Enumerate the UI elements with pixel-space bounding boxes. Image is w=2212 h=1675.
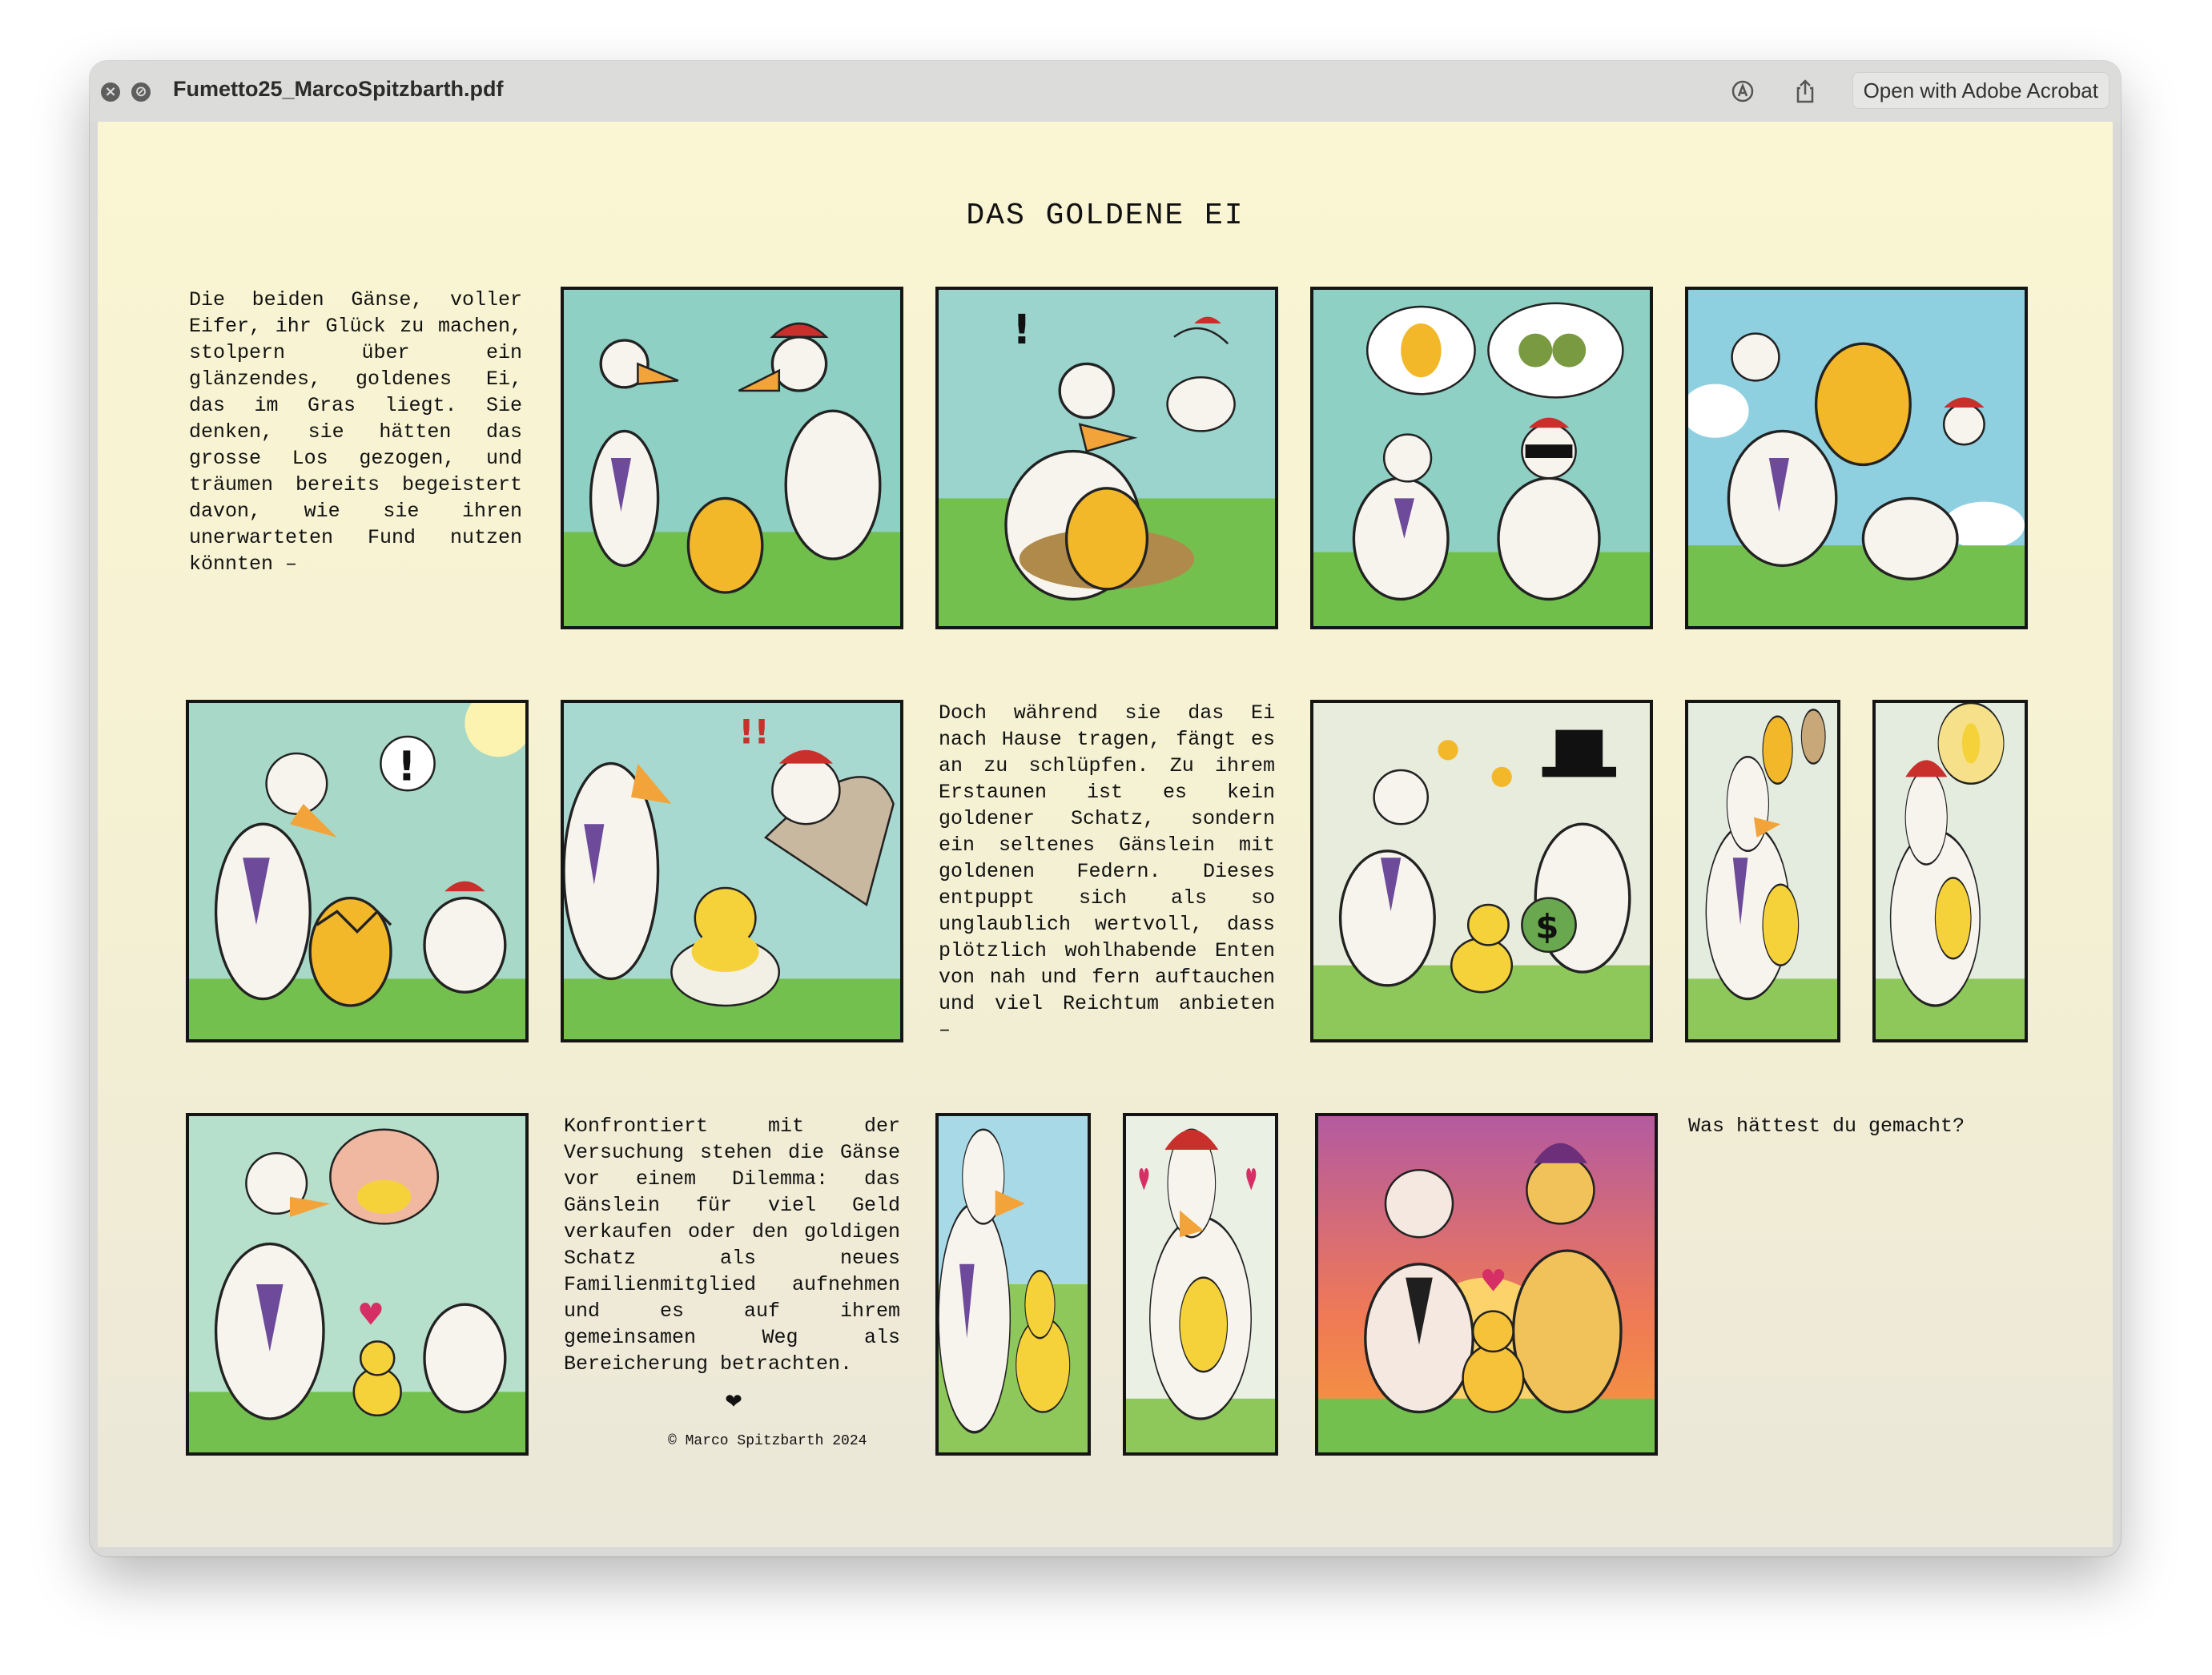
panel-geese-carry-egg bbox=[1685, 287, 2028, 629]
panel-geese-love-duckling bbox=[186, 1113, 529, 1456]
pdf-page bbox=[98, 122, 2113, 1547]
svg-text:$: $ bbox=[1535, 907, 1559, 946]
svg-text:!: ! bbox=[397, 742, 416, 790]
window-title: Fumetto25_MarcoSpitzbarth.pdf bbox=[173, 77, 504, 101]
story-text-3: Konfrontiert mit der Versuchung stehen die Gänse vor einem Dilemma: das Gänslein für viel Geld verkaufen oder den goldigen Schatz als neues Familienmitglied aufnehmen und es auf ihrem gemeinsamen Weg als Bereicherung betrachten. bbox=[564, 1115, 900, 1376]
share-icon[interactable] bbox=[1791, 77, 1820, 106]
panel-geese-dream bbox=[1310, 287, 1653, 629]
svg-text:♥: ♥ bbox=[1245, 1162, 1257, 1198]
panel-goose-hugs-duckling bbox=[1872, 700, 2028, 1042]
heart-icon: ❤ bbox=[725, 1390, 742, 1414]
panel-goose-holds-egg bbox=[935, 287, 1278, 629]
panel-goose-dreams-money bbox=[1685, 700, 1840, 1042]
closing-question: Was hättest du gemacht? bbox=[1688, 1115, 1965, 1138]
panel-rich-ducks-offer bbox=[1310, 700, 1653, 1042]
copyright: © Marco Spitzbarth 2024 bbox=[668, 1433, 867, 1449]
markup-icon[interactable] bbox=[1728, 77, 1757, 106]
svg-text:♥: ♥ bbox=[357, 1296, 384, 1332]
svg-text:♥: ♥ bbox=[1137, 1162, 1150, 1198]
open-with-acrobat-button[interactable]: Open with Adobe Acrobat bbox=[1852, 72, 2109, 109]
close-icon[interactable]: × bbox=[101, 82, 120, 102]
panel-egg-cracks bbox=[186, 700, 529, 1042]
panel-duckling-hatches bbox=[561, 700, 903, 1042]
preview-window bbox=[90, 61, 2121, 1557]
panel-goose-meets-duckling bbox=[935, 1113, 1091, 1456]
svg-text:!: ! bbox=[1012, 306, 1032, 354]
svg-text:♥: ♥ bbox=[1479, 1263, 1507, 1299]
panel-goose-holds-duckling bbox=[1123, 1113, 1278, 1456]
title-bar bbox=[90, 61, 2121, 122]
panel-family-sunset bbox=[1315, 1113, 1658, 1456]
panel-geese-find-egg bbox=[561, 287, 903, 629]
minimize-icon[interactable]: ⊘ bbox=[131, 82, 151, 102]
svg-text:!!: !! bbox=[738, 712, 770, 752]
story-text-2: Doch während sie das Ei nach Hause tragen, fängt es an zu schlüpfen. Zu ihrem Erstaunen ist es kein goldener Schatz, sondern ein seltenes Gänslein mit goldenen Federn. Dieses entpuppt sich als so unglaublich wertvoll, dass plötzlich wohlhabende Enten von nah und fern auftauchen und viel Reichtum anbieten – bbox=[939, 701, 1275, 1042]
story-text-1: Die beiden Gänse, voller Eifer, ihr Glück zu machen, stolpern über ein glänzendes, goldenes Ei, das im Gras liegt. Sie denken, sie hätten das grosse Los gezogen, und träumen bereits begeistert davon, wie sie ihren unerwarteten Fund nutzen könnten – bbox=[189, 288, 522, 576]
comic-title: DAS GOLDENE EI bbox=[966, 199, 1245, 233]
